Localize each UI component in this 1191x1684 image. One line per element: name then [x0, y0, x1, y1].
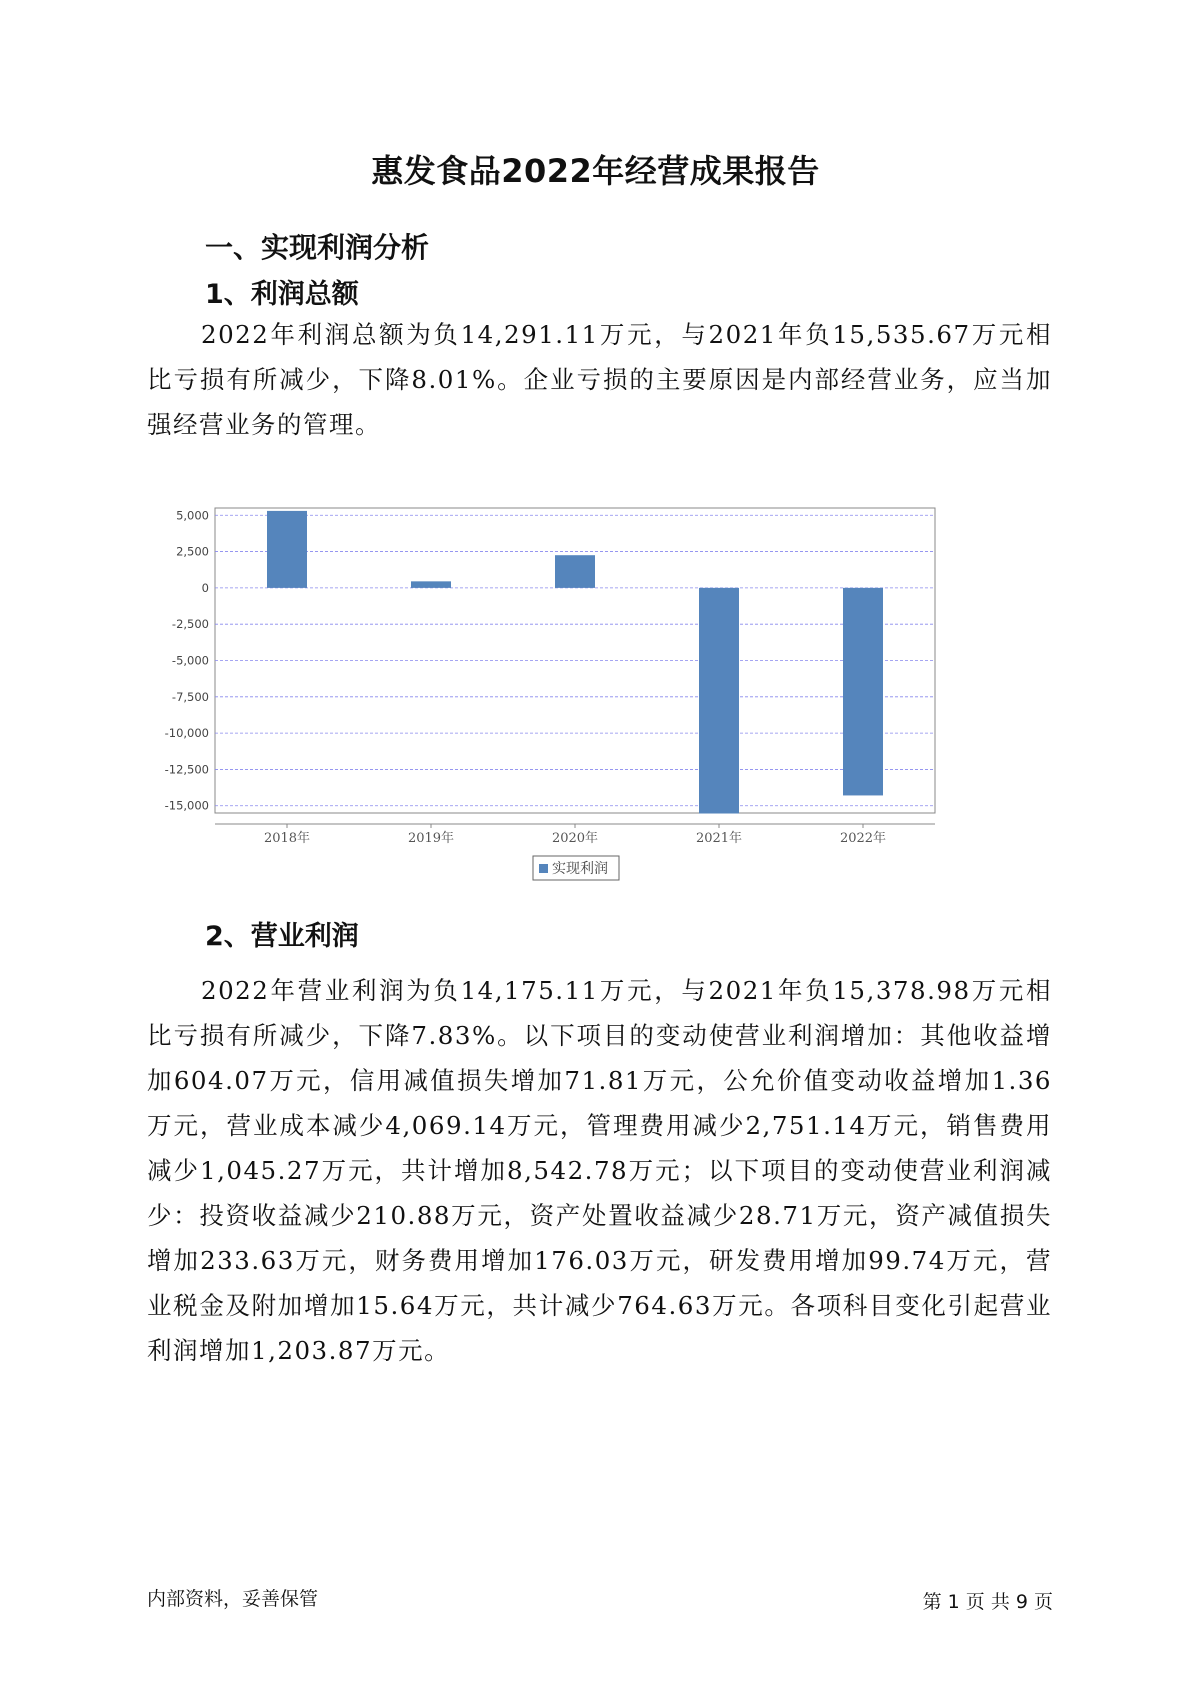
x-tick-label: 2020年	[551, 831, 599, 846]
y-tick-label: -10,000	[165, 726, 209, 741]
y-tick-label: -7,500	[171, 689, 209, 704]
y-tick-label: 5,000	[176, 508, 209, 523]
bar	[267, 511, 307, 588]
bar	[411, 581, 451, 588]
bar	[699, 588, 739, 814]
y-tick-label: -5,000	[171, 653, 209, 668]
footer-page-number: 第 1 页 共 9 页	[922, 1591, 1053, 1613]
subsection-heading-total-profit: 1、利润总额	[205, 279, 359, 310]
x-tick-label: 2022年	[839, 831, 887, 846]
y-tick-label: -2,500	[171, 617, 209, 632]
total-profit-paragraph: 2022年利润总额为负14,291.11万元，与2021年负15,535.67万元相比亏损有所减少，下降8.01%。企业亏损的主要原因是内部经营业务，应当加强经营业务的管理。	[147, 320, 1052, 439]
y-tick-label: -12,500	[165, 762, 209, 777]
profit-chart	[165, 498, 1025, 958]
section-heading-profit-analysis: 一、实现利润分析	[205, 231, 430, 264]
subsection-heading-operating-profit: 2、营业利润	[205, 921, 359, 952]
x-tick-label: 2021年	[695, 831, 743, 846]
footer-confidential-note: 内部资料，妥善保管	[147, 1588, 319, 1610]
bar	[555, 555, 595, 588]
document-title: 惠发食品2022年经营成果报告	[371, 152, 820, 190]
y-tick-label: 0	[201, 580, 209, 595]
legend-label: 实现利润	[552, 861, 608, 877]
legend-swatch	[539, 864, 548, 873]
y-tick-label: -15,000	[165, 798, 209, 813]
profit-chart-svg	[165, 498, 1025, 958]
operating-profit-paragraph: 2022年营业利润为负14,175.11万元，与2021年负15,378.98万元相比亏损有所减少，下降7.83%。以下项目的变动使营业利润增加：其他收益增加604.07万元，信用减值损失增加71.81万元，公允价值变动收益增加1.36万元，营业成本减少4,069.14万元，管理费用减少2,751.14万元，销售费用减少1,045.27万元，共计增加8,542.78万元；以下项目的变动使营业利润减少：投资收益减少210.88万元，资产处置收益减少28.71万元，资产减值损失增加233.63万元，财务费用增加176.03万元，研发费用增加99.74万元，营业税金及附加增加15.64万元，共计减少764.63万元。各项科目变化引起营业利润增加1,203.87万元。	[147, 976, 1052, 1365]
bar	[843, 588, 883, 796]
x-tick-label: 2018年	[263, 831, 311, 846]
x-tick-label: 2019年	[407, 831, 455, 846]
y-tick-label: 2,500	[176, 544, 209, 559]
